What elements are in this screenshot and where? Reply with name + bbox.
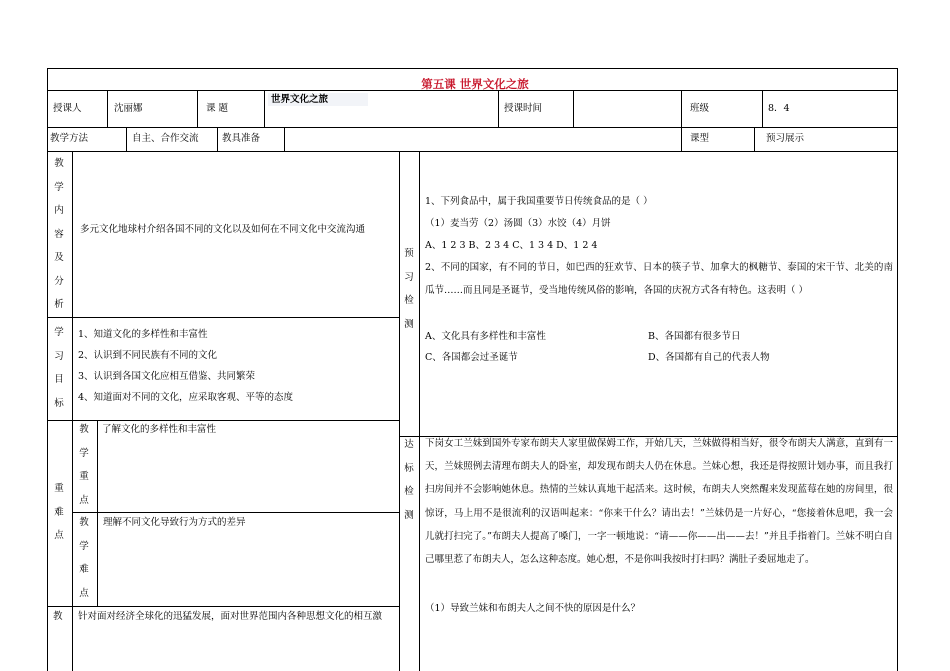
time-label: 授课时间 xyxy=(504,103,543,114)
goal-item: 3、认识到各国文化应相互借鉴、共同繁荣 xyxy=(78,371,256,382)
standard-question: （1）导致兰妹和布朗夫人之间不快的原因是什么？ xyxy=(425,603,641,614)
class-label: 班级 xyxy=(690,103,710,114)
class-value: 8．4 xyxy=(768,103,790,114)
focus-label: 教 学 重 点 xyxy=(79,424,89,506)
bottom-text: 针对面对经济全球化的迅猛发展，面对世界范围内各种思想文化的相互激 xyxy=(78,611,383,622)
difficulty-text: 理解不同文化导致行为方式的差异 xyxy=(103,517,246,528)
key-label: 重 难 点 xyxy=(54,483,64,541)
option-c: C、各国都会过圣诞节 xyxy=(425,352,518,363)
goal-item: 1、知道文化的多样性和丰富性 xyxy=(78,329,208,340)
teacher-value: 沈丽娜 xyxy=(114,103,143,114)
prep-label: 教具准备 xyxy=(222,133,261,144)
type-label: 课型 xyxy=(690,133,710,144)
question-2: 2、不同的国家，有不同的节日，如巴西的狂欢节、日本的筷子节、加拿大的枫糖节、泰国的宋干节、北美的南瓜节……而且同是圣诞节，受当地传统风俗的影响，各国的庆祝方式各有特色。这表明（ ） xyxy=(425,262,893,297)
method-label: 教学方法 xyxy=(50,133,89,144)
question-1-options: （1）麦当劳（2）汤圆（3）水饺（4）月饼 xyxy=(425,218,611,229)
option-d: D、各国都有自己的代表人物 xyxy=(648,352,770,363)
story-text: 下岗女工兰妹到国外专家布朗夫人家里做保姆工作，开始几天，兰妹做得相当好，很令布朗夫人满意，直到有一天，兰妹照例去清理布朗夫人的卧室，却发现布朗夫人仍在休息。兰妹心想，我还是得按照计划办事，而且我打扫房间并不会影响她休息。热情的兰妹认真地干起活来。这时候，布朗夫人突然醒来发现蓝莓在她的房间里，很惊讶，马上用不是很流利的汉语叫起来：“你来干什么？请出去！”兰妹仍是一片好心，“您接着休息吧，我一会儿就打扫完了。”布朗夫人提高了嗓门，一字一顿地说：“请——你——出——去！”并且手指着门。兰妹不明白自己哪里惹了布朗夫人，怎么这种态度。她心想，不是你叫我按时打扫吗？满肚子委屈地走了。 xyxy=(425,438,893,566)
goals-label: 学 习 目 标 xyxy=(54,327,64,409)
question-1-choices: A、1 2 3 B、2 3 4 C、1 3 4 D、1 2 4 xyxy=(425,240,598,251)
difficulty-label: 教 学 难 点 xyxy=(79,517,89,599)
page-title: 第五课 世界文化之旅 xyxy=(421,77,529,91)
method-value: 自主、合作交流 xyxy=(132,133,199,144)
option-a: A、文化具有多样性和丰富性 xyxy=(425,331,546,342)
preview-label: 预 习 检 测 xyxy=(404,248,414,330)
goal-item: 2、认识到不同民族有不同的文化 xyxy=(78,350,218,361)
question-1: 1、下列食品中，属于我国重要节日传统食品的是（ ） xyxy=(425,196,653,207)
teacher-label: 授课人 xyxy=(53,103,82,114)
content-text: 多元文化地球村介绍各国不同的文化以及如何在不同文化中交流沟通 xyxy=(80,224,366,235)
goal-item: 4、知道面对不同的文化，应采取客观、平等的态度 xyxy=(78,392,294,403)
content-label: 教 学 内 容 及 分 析 xyxy=(54,158,64,310)
focus-text: 了解文化的多样性和丰富性 xyxy=(102,424,217,435)
standard-label: 达 标 检 测 xyxy=(404,439,414,521)
type-value: 预习展示 xyxy=(766,133,805,144)
topic-label: 课 题 xyxy=(206,103,229,114)
bottom-label: 教 xyxy=(53,611,63,622)
option-b: B、各国都有很多节日 xyxy=(648,331,741,342)
topic-value: 世界文化之旅 xyxy=(271,94,329,105)
